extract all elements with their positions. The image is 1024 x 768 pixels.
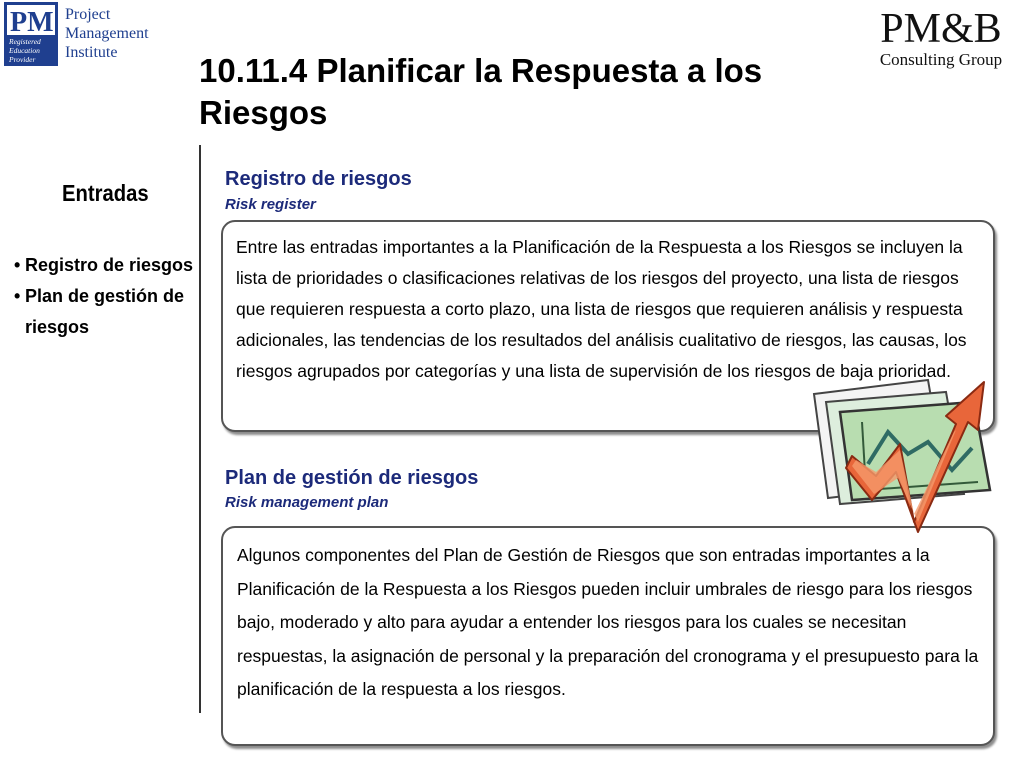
svg-text:PM: PM [10, 7, 54, 38]
svg-text:Registered: Registered [9, 37, 41, 46]
slide-title: 10.11.4 Planificar la Respuesta a los Riesgos [199, 52, 763, 131]
sidebar-list [14, 250, 194, 343]
section-title-risk-plan: Plan de gestión de riesgos [225, 467, 479, 489]
pmi-logo-line: Management [65, 25, 149, 42]
pmi-logo-line: Institute [65, 44, 118, 61]
risk-plan-box [221, 526, 995, 746]
pmb-logo [866, 8, 1016, 72]
pmi-logo [4, 2, 154, 68]
vertical-divider [199, 145, 201, 713]
pmi-logo-line: Project [65, 6, 111, 23]
pmi-logo-text [65, 5, 149, 62]
svg-text:Provider: Provider [9, 55, 36, 64]
section-subtitle-risk-register: Risk register [225, 196, 316, 213]
risk-plan-text: Algunos componentes del Plan de Gestión de Riesgos que son entradas importantes a la Planificación de la Respuesta a los Riesgos pueden incluir umbrales de riesgo para los riesgos bajo, moderado y alto para ayudar a entender los riesgos para los cuales se necesitan respuestas, la asignación de personal y la preparación del cronograma y el presupuesto para la planificación de la respuesta a los riesgos. [237, 545, 979, 699]
section-title-risk-register: Registro de riesgos [225, 168, 412, 190]
pmb-logo-sub: Consulting Group [879, 50, 1003, 69]
pmi-logo-mark-icon [4, 2, 58, 66]
pmb-logo-main: PM&B [880, 6, 1002, 52]
sidebar-item-plan: • Plan de gestión de riesgos [14, 281, 194, 343]
sidebar-item-registro: • Registro de riesgos [14, 250, 194, 281]
sidebar-heading: Entradas [62, 180, 149, 206]
rising-chart-icon [806, 372, 994, 534]
section-subtitle-risk-plan: Risk management plan [225, 494, 389, 511]
risk-register-text: Entre las entradas importantes a la Planificación de la Respuesta a los Riesgos se incluyen la lista de prioridades o clasificaciones relativas de los riesgos del proyecto, una lista de riesgos que requieren respuesta a corto plazo, una lista de riesgos que requieren análisis y respuesta adicionales, las tendencias de los resultados del análisis cualitativo de riesgos, las causas, los riesgos agrupados por categorías y una lista de supervisión de los riesgos de baja prioridad. [236, 237, 967, 381]
svg-text:Education: Education [9, 46, 40, 55]
